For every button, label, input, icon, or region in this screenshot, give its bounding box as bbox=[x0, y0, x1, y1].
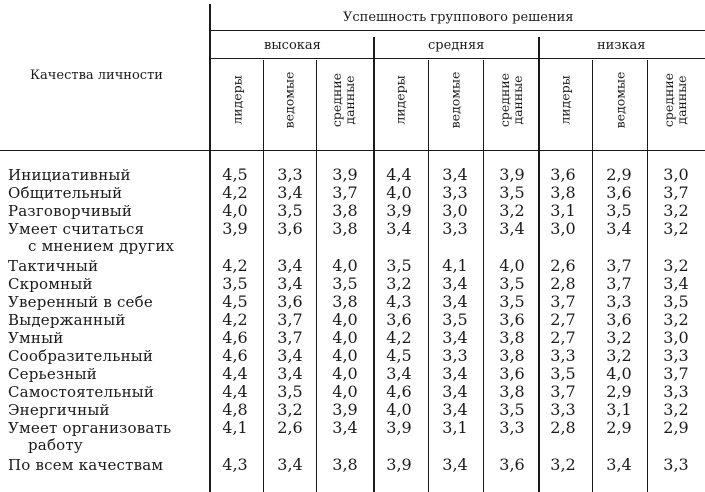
table-cell: 3,7 bbox=[663, 364, 689, 383]
table-cell: 3,4 bbox=[332, 418, 358, 437]
table-cell: 3,3 bbox=[442, 183, 468, 202]
group-header-high: высокая bbox=[264, 38, 321, 53]
table-cell: 3,9 bbox=[499, 165, 525, 184]
table-cell: 3,2 bbox=[499, 201, 525, 220]
table-cell: 3,3 bbox=[499, 418, 525, 437]
table-cell: 4,4 bbox=[222, 364, 248, 383]
table-cell: 3,9 bbox=[332, 165, 358, 184]
table-cell: 3,4 bbox=[277, 455, 303, 474]
table-cell: 3,7 bbox=[332, 183, 358, 202]
table-cell: 3,7 bbox=[606, 256, 632, 275]
table-cell: 2,8 bbox=[550, 418, 576, 437]
table-cell: 3,4 bbox=[442, 364, 468, 383]
table-cell: 4,0 bbox=[499, 256, 525, 275]
table-cell: 3,6 bbox=[499, 455, 525, 474]
table-cell: 3,0 bbox=[442, 201, 468, 220]
table-cell: 4,5 bbox=[222, 292, 248, 311]
table-cell: 3,9 bbox=[386, 201, 412, 220]
table-cell: 3,4 bbox=[442, 165, 468, 184]
table-cell: 4,0 bbox=[332, 328, 358, 347]
table-cell: 3,3 bbox=[550, 346, 576, 365]
table-cell: 4,2 bbox=[222, 256, 248, 275]
group-header-medium: средняя bbox=[428, 38, 485, 53]
table-cell: 3,4 bbox=[442, 455, 468, 474]
table-cell: 3,6 bbox=[277, 292, 303, 311]
table-cell: 4,1 bbox=[442, 256, 468, 275]
table-cell: 4,0 bbox=[332, 364, 358, 383]
table-cell: 3,6 bbox=[277, 219, 303, 238]
table-cell: 3,7 bbox=[277, 328, 303, 347]
table-cell: 3,2 bbox=[277, 400, 303, 419]
table-cell: 3,5 bbox=[332, 274, 358, 293]
row-label: Выдержанный bbox=[8, 311, 126, 329]
table-cell: 3,4 bbox=[277, 364, 303, 383]
row-label: Энергичный bbox=[8, 401, 110, 419]
rule-sub-6 bbox=[647, 60, 648, 492]
row-label: По всем качествам bbox=[8, 456, 164, 474]
table-cell: 3,2 bbox=[606, 346, 632, 365]
table-cell: 3,0 bbox=[663, 165, 689, 184]
row-label: Скромный bbox=[8, 275, 93, 293]
table-cell: 3,1 bbox=[606, 400, 632, 419]
table-cell: 4,4 bbox=[222, 382, 248, 401]
subcolumn-header: средние данные bbox=[329, 72, 357, 128]
table-cell: 3,9 bbox=[222, 219, 248, 238]
row-label-continued: работу bbox=[28, 436, 83, 454]
row-label: Разговорчивый bbox=[8, 202, 133, 220]
table-cell: 3,5 bbox=[499, 274, 525, 293]
table-cell: 4,0 bbox=[332, 256, 358, 275]
table-cell: 3,3 bbox=[606, 292, 632, 311]
table-cell: 3,4 bbox=[386, 364, 412, 383]
table-cell: 3,4 bbox=[606, 219, 632, 238]
table-cell: 3,2 bbox=[663, 256, 689, 275]
table-cell: 3,0 bbox=[550, 219, 576, 238]
rule-group-1 bbox=[373, 37, 375, 492]
table-cell: 3,8 bbox=[332, 219, 358, 238]
table-cell: 4,0 bbox=[332, 346, 358, 365]
subcolumn-header: средние данные bbox=[661, 72, 689, 128]
table-cell: 3,5 bbox=[499, 400, 525, 419]
table-cell: 3,6 bbox=[606, 183, 632, 202]
row-label-header: Качества личности bbox=[30, 68, 163, 83]
table-cell: 3,5 bbox=[277, 382, 303, 401]
table-cell: 3,4 bbox=[442, 292, 468, 311]
table-cell: 4,0 bbox=[386, 400, 412, 419]
table-cell: 3,4 bbox=[277, 346, 303, 365]
table-cell: 3,1 bbox=[442, 418, 468, 437]
table-cell: 4,6 bbox=[222, 328, 248, 347]
table-cell: 2,7 bbox=[550, 328, 576, 347]
table-cell: 3,3 bbox=[277, 165, 303, 184]
table-cell: 3,5 bbox=[386, 256, 412, 275]
table-cell: 3,4 bbox=[386, 219, 412, 238]
table-cell: 3,6 bbox=[499, 310, 525, 329]
table-cell: 3,6 bbox=[606, 310, 632, 329]
rule-sub-1 bbox=[263, 60, 264, 492]
table-cell: 2,9 bbox=[663, 418, 689, 437]
table-cell: 3,1 bbox=[550, 201, 576, 220]
table-cell: 3,5 bbox=[277, 201, 303, 220]
subcolumn-header: лидеры bbox=[229, 75, 245, 125]
table-cell: 3,8 bbox=[332, 292, 358, 311]
table-cell: 3,4 bbox=[277, 183, 303, 202]
subcolumn-header: лидеры bbox=[557, 75, 573, 125]
table-cell: 3,2 bbox=[663, 219, 689, 238]
row-label: Умеет считаться bbox=[8, 220, 145, 238]
table-cell: 3,3 bbox=[663, 346, 689, 365]
table-cell: 3,5 bbox=[442, 310, 468, 329]
table-cell: 3,7 bbox=[550, 382, 576, 401]
rule-group-2 bbox=[538, 37, 540, 492]
table-cell: 3,3 bbox=[442, 219, 468, 238]
table-cell: 3,4 bbox=[442, 400, 468, 419]
table-cell: 3,6 bbox=[386, 310, 412, 329]
table-cell: 3,3 bbox=[663, 382, 689, 401]
table-cell: 3,4 bbox=[277, 256, 303, 275]
rule-under-groups bbox=[210, 58, 705, 59]
rule-label-column bbox=[209, 4, 211, 492]
table-cell: 3,8 bbox=[499, 328, 525, 347]
table-cell: 3,4 bbox=[277, 274, 303, 293]
table-cell: 4,3 bbox=[386, 292, 412, 311]
table-cell: 3,4 bbox=[499, 219, 525, 238]
table-cell: 4,4 bbox=[386, 165, 412, 184]
table-cell: 4,6 bbox=[386, 382, 412, 401]
table-cell: 2,6 bbox=[550, 256, 576, 275]
table-cell: 4,2 bbox=[222, 183, 248, 202]
row-label: Общительный bbox=[8, 184, 123, 202]
rule-sub-2 bbox=[316, 60, 317, 492]
table-cell: 3,9 bbox=[332, 400, 358, 419]
rule-under-header bbox=[0, 150, 705, 151]
table-cell: 3,4 bbox=[663, 274, 689, 293]
table-cell: 4,0 bbox=[386, 183, 412, 202]
table-cell: 3,5 bbox=[499, 183, 525, 202]
table-cell: 3,0 bbox=[663, 328, 689, 347]
table-cell: 4,2 bbox=[386, 328, 412, 347]
table-cell: 3,8 bbox=[499, 346, 525, 365]
row-label: Умеет организовать bbox=[8, 419, 172, 437]
table-cell: 3,7 bbox=[277, 310, 303, 329]
table-cell: 3,2 bbox=[663, 400, 689, 419]
subcolumn-header: средние данные bbox=[497, 72, 525, 128]
table-cell: 3,8 bbox=[332, 455, 358, 474]
rule-sub-4 bbox=[483, 60, 484, 492]
table-cell: 3,9 bbox=[386, 455, 412, 474]
table-cell: 3,5 bbox=[499, 292, 525, 311]
table-cell: 3,4 bbox=[442, 328, 468, 347]
table-cell: 2,7 bbox=[550, 310, 576, 329]
rule-sub-3 bbox=[428, 60, 429, 492]
subcolumn-header: лидеры bbox=[392, 75, 408, 125]
table-cell: 3,2 bbox=[386, 274, 412, 293]
table-cell: 3,7 bbox=[663, 183, 689, 202]
table-cell: 3,2 bbox=[663, 201, 689, 220]
subcolumn-header: ведомые bbox=[281, 71, 297, 129]
table-cell: 4,5 bbox=[386, 346, 412, 365]
table-cell: 3,5 bbox=[606, 201, 632, 220]
group-header-low: низкая bbox=[597, 38, 646, 53]
table-cell: 4,1 bbox=[222, 418, 248, 437]
table-cell: 3,9 bbox=[386, 418, 412, 437]
table-cell: 4,6 bbox=[222, 346, 248, 365]
main-header: Успешность группового решения bbox=[343, 10, 574, 25]
table-cell: 4,0 bbox=[222, 201, 248, 220]
table-cell: 3,8 bbox=[499, 382, 525, 401]
table-cell: 3,3 bbox=[663, 455, 689, 474]
row-label: Тактичный bbox=[8, 257, 99, 275]
table-cell: 3,8 bbox=[550, 183, 576, 202]
table-cell: 3,7 bbox=[606, 274, 632, 293]
row-label: Умный bbox=[8, 329, 64, 347]
table-cell: 4,0 bbox=[606, 364, 632, 383]
table-cell: 3,3 bbox=[442, 346, 468, 365]
table-cell: 2,9 bbox=[606, 418, 632, 437]
table-cell: 4,3 bbox=[222, 455, 248, 474]
table-cell: 4,5 bbox=[222, 165, 248, 184]
subcolumn-header: ведомые bbox=[612, 71, 628, 129]
table-cell: 2,9 bbox=[606, 382, 632, 401]
rule-sub-5 bbox=[592, 60, 593, 492]
table-cell: 2,6 bbox=[277, 418, 303, 437]
row-label: Уверенный в себе bbox=[8, 293, 153, 311]
table-cell: 4,2 bbox=[222, 310, 248, 329]
row-label: Самостоятельный bbox=[8, 383, 155, 401]
row-label: Инициативный bbox=[8, 166, 131, 184]
table-cell: 3,5 bbox=[663, 292, 689, 311]
table-cell: 4,0 bbox=[332, 382, 358, 401]
table-cell: 3,2 bbox=[606, 328, 632, 347]
table-cell: 3,6 bbox=[499, 364, 525, 383]
table-cell: 3,6 bbox=[550, 165, 576, 184]
row-label-continued: с мнением других bbox=[28, 237, 175, 255]
row-label: Сообразительный bbox=[8, 347, 154, 365]
table-cell: 3,4 bbox=[442, 382, 468, 401]
table-cell: 3,4 bbox=[442, 274, 468, 293]
table-cell: 4,8 bbox=[222, 400, 248, 419]
table-cell: 3,5 bbox=[222, 274, 248, 293]
table-cell: 3,2 bbox=[663, 310, 689, 329]
rule-under-main-header bbox=[210, 30, 705, 31]
table-cell: 3,4 bbox=[606, 455, 632, 474]
table-cell: 2,8 bbox=[550, 274, 576, 293]
table-cell: 4,0 bbox=[332, 310, 358, 329]
row-label: Серьезный bbox=[8, 365, 97, 383]
table-cell: 3,3 bbox=[550, 400, 576, 419]
subcolumn-header: ведомые bbox=[447, 71, 463, 129]
table-cell: 3,8 bbox=[332, 201, 358, 220]
table-cell: 3,7 bbox=[550, 292, 576, 311]
table-cell: 3,2 bbox=[550, 455, 576, 474]
table-cell: 3,5 bbox=[550, 364, 576, 383]
table-cell: 2,9 bbox=[606, 165, 632, 184]
